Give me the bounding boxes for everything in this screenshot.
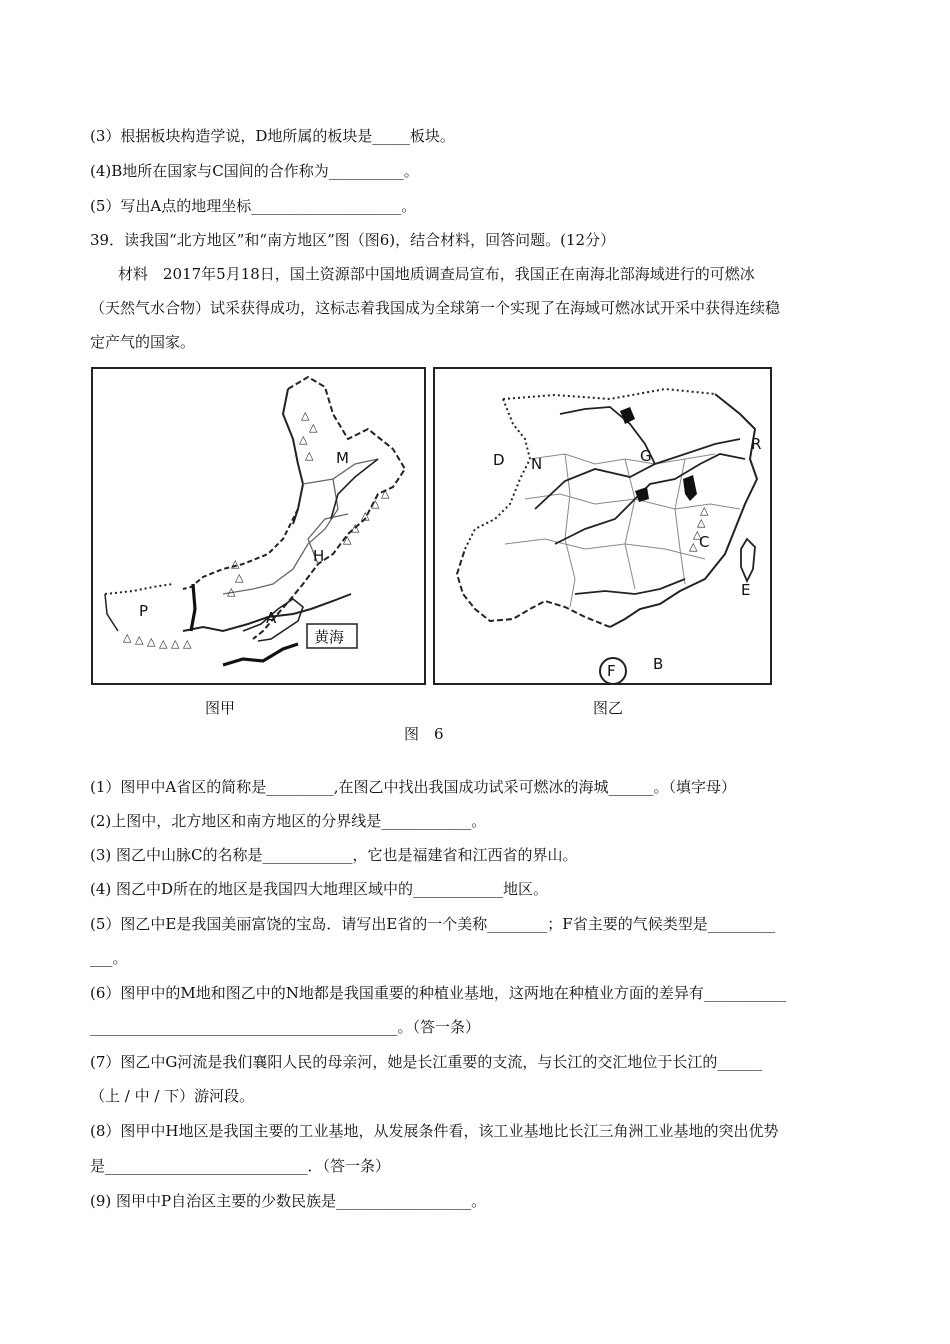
svg-text:△: △ bbox=[361, 509, 370, 522]
sub-question-1: (1）图甲中A省区的简称是_________,在图乙中找出我国成功试采可燃冰的海城______。（填字母） bbox=[90, 778, 736, 796]
svg-text:△: △ bbox=[381, 487, 390, 500]
sub-question-5-line-2: ___。 bbox=[90, 949, 128, 967]
label-C: C bbox=[699, 533, 710, 551]
question-5: (5）写出A点的地理坐标____________________。 bbox=[90, 197, 417, 215]
svg-text:△: △ bbox=[689, 540, 698, 553]
sub-question-8-line-1: (8）图甲中H地区是我国主要的工业基地，从发展条件看，该工业基地比长江三角洲工业基地的突出优势 bbox=[90, 1122, 779, 1140]
svg-text:△: △ bbox=[309, 421, 318, 434]
svg-text:△: △ bbox=[171, 637, 180, 650]
material-line-3: 定产气的国家。 bbox=[90, 333, 196, 351]
map-north-region bbox=[91, 367, 426, 685]
question-3: (3）根据板块构造学说，D地所属的板块是_____板块。 bbox=[90, 127, 455, 145]
sub-question-5-line-1: (5）图乙中E是我国美丽富饶的宝岛．请写出E省的一个美称________；F省主要的气候类型是_________ bbox=[90, 915, 776, 933]
svg-text:△: △ bbox=[135, 633, 144, 646]
sub-question-4: (4) 图乙中D所在的地区是我国四大地理区域中的____________地区。 bbox=[90, 880, 549, 898]
label-yellow-sea: 黄海 bbox=[314, 628, 345, 646]
svg-text:△: △ bbox=[700, 504, 709, 517]
svg-text:△: △ bbox=[371, 497, 380, 510]
svg-text:△: △ bbox=[301, 409, 310, 422]
material-line-2: （天然气水合物）试采获得成功，这标志着我国成为全球第一个实现了在海域可燃冰试开采中获得连续稳 bbox=[90, 299, 781, 317]
caption-left-map: 图甲 bbox=[205, 699, 236, 717]
question-39-heading: 39．读我国“北方地区”和“南方地区”图（图6)，结合材料，回答问题。(12分） bbox=[90, 231, 616, 249]
svg-text:△: △ bbox=[231, 557, 240, 570]
label-M: M bbox=[336, 449, 349, 467]
label-R: R bbox=[751, 435, 762, 453]
svg-text:△: △ bbox=[227, 585, 236, 598]
svg-text:△: △ bbox=[351, 521, 360, 534]
svg-text:△: △ bbox=[299, 433, 308, 446]
svg-text:△: △ bbox=[343, 533, 352, 546]
svg-text:△: △ bbox=[123, 631, 132, 644]
svg-text:△: △ bbox=[147, 635, 156, 648]
svg-text:△: △ bbox=[235, 571, 244, 584]
sub-question-8-line-2: 是___________________________．（答一条） bbox=[90, 1157, 391, 1175]
sub-question-3: (3) 图乙中山脉C的名称是____________，它也是福建省和江西省的界山。 bbox=[90, 846, 578, 864]
label-A: A bbox=[266, 609, 277, 627]
svg-text:△: △ bbox=[183, 637, 192, 650]
label-F: F bbox=[607, 662, 616, 680]
sub-question-7-line-1: (7）图乙中G河流是我们襄阳人民的母亲河，她是长江重要的支流，与长江的交汇地位于长江的______ bbox=[90, 1053, 763, 1071]
svg-text:△: △ bbox=[697, 516, 706, 529]
sub-question-6-line-2: _________________________________________。（答一条） bbox=[90, 1018, 481, 1036]
label-B: B bbox=[653, 655, 664, 673]
figure-caption: 图 6 bbox=[404, 725, 444, 743]
label-E: E bbox=[741, 581, 751, 599]
map-south-region bbox=[433, 367, 772, 685]
question-4: (4)B地所在国家与C国间的合作称为__________。 bbox=[90, 162, 419, 180]
caption-right-map: 图乙 bbox=[593, 699, 624, 717]
material-line-1: 材料 2017年5月18日，国土资源部中国地质调查局宣布，我国正在南海北部海域进行的可燃冰 bbox=[118, 265, 755, 283]
sub-question-7-line-2: （上 / 中 / 下）游河段。 bbox=[90, 1087, 255, 1105]
label-H: H bbox=[313, 547, 325, 565]
label-N: N bbox=[531, 455, 543, 473]
label-D: D bbox=[493, 451, 505, 469]
label-P: P bbox=[139, 602, 149, 620]
label-G: G bbox=[640, 447, 652, 465]
sub-question-6-line-1: (6）图甲中的M地和图乙中的N地都是我国重要的种植业基地，这两地在种植业方面的差异有___________ bbox=[90, 984, 787, 1002]
svg-text:△: △ bbox=[305, 449, 314, 462]
sub-question-2: (2)上图中，北方地区和南方地区的分界线是____________。 bbox=[90, 812, 487, 830]
svg-text:△: △ bbox=[159, 637, 168, 650]
sub-question-9: (9) 图甲中P自治区主要的少数民族是__________________。 bbox=[90, 1192, 487, 1210]
svg-text:△: △ bbox=[693, 528, 702, 541]
